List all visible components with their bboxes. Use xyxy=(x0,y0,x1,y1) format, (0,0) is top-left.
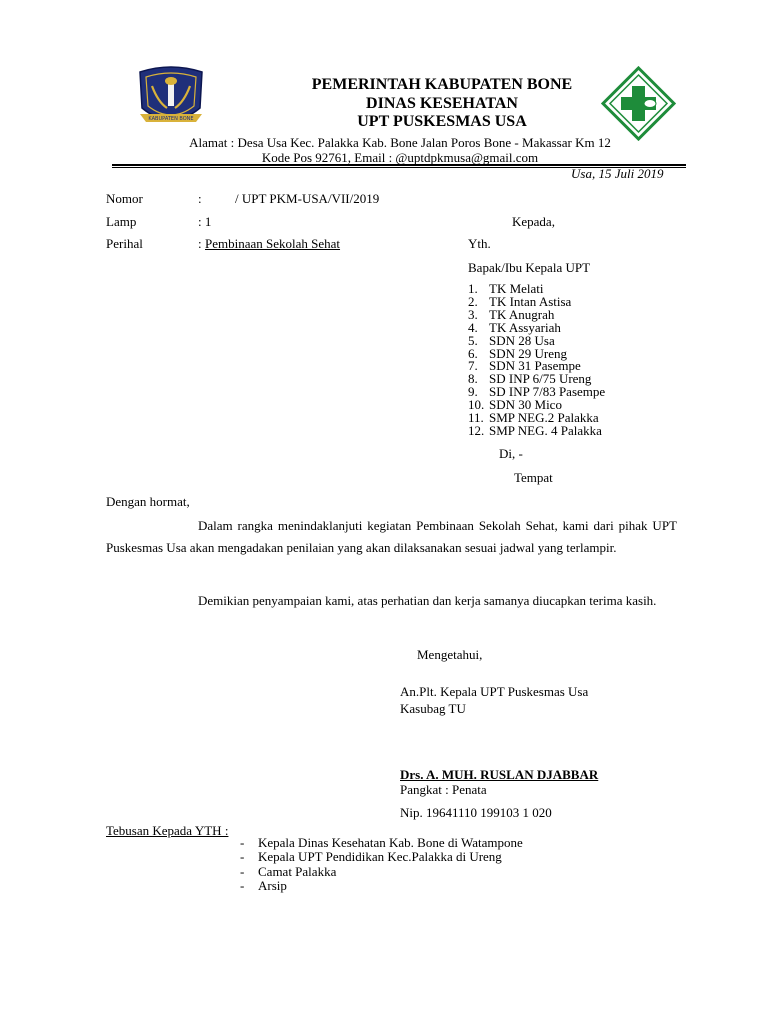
nomor-label: Nomor xyxy=(106,191,143,206)
list-item: 7. SDN 31 Pasempe xyxy=(468,358,581,374)
kop-line-1: PEMERINTAH KABUPATEN BONE xyxy=(311,76,573,93)
bone-regency-logo xyxy=(134,64,208,134)
cc-item: - Kepala UPT Pendidikan Kec.Palakka di Ureng xyxy=(240,849,502,865)
kop-line-3: UPT PUSKESMAS USA xyxy=(357,113,527,130)
signer-nip: Nip. 19641110 199103 1 020 xyxy=(400,805,552,820)
cc-item: - Kepala Dinas Kesehatan Kab. Bone di Watampone xyxy=(240,835,523,850)
mengetahui-label: Mengetahui, xyxy=(417,647,483,662)
address-line-1: Alamat : Desa Usa Kec. Palakka Kab. Bone Jalan Poros Bone - Makassar Km 12 xyxy=(189,135,611,150)
tempat-label: Tempat xyxy=(514,470,553,485)
perihal-colon: : xyxy=(198,236,202,251)
list-item: 9. SD INP 7/83 Pasempe xyxy=(468,384,606,400)
list-item: 6. SDN 29 Ureng xyxy=(468,345,567,361)
list-item: 4. TK Assyariah xyxy=(468,319,561,335)
cc-item: - Camat Palakka xyxy=(240,863,337,879)
address-line-2: Kode Pos 92761, Email : @uptdpkmusa@gmail.com xyxy=(261,150,539,165)
list-item: 12. SMP NEG. 4 Palakka xyxy=(468,422,602,438)
signer-position-1: An.Plt. Kepala UPT Puskesmas Usa xyxy=(400,684,589,699)
perihal-value: Pembinaan Sekolah Sehat xyxy=(205,236,341,251)
kop-line-2: DINAS KESEHATAN xyxy=(366,95,518,112)
paragraph-2: Demikian penyampaian kami, atas perhatian dan kerja samanya diucapkan terima kasih. xyxy=(198,593,657,608)
salutation: Dengan hormat, xyxy=(106,494,190,509)
lamp-label: Lamp xyxy=(106,214,137,229)
nomor-colon: : xyxy=(198,191,202,206)
recipient-title: Bapak/Ibu Kepala UPT xyxy=(468,260,591,275)
list-item: 11. SMP NEG.2 Palakka xyxy=(468,410,599,426)
signer-name: Drs. A. MUH. RUSLAN DJABBAR xyxy=(400,767,599,782)
list-item: 10. SDN 30 Mico xyxy=(468,397,562,413)
lamp-value: : 1 xyxy=(198,214,212,229)
perihal-label: Perihal xyxy=(106,236,143,251)
nomor-value: / UPT PKM-USA/VII/2019 xyxy=(235,191,380,206)
cc-list xyxy=(240,836,523,894)
kepada-label: Kepada, xyxy=(512,214,555,229)
cc-item: - Arsip xyxy=(240,878,287,894)
list-item: 2. TK Intan Astisa xyxy=(468,293,572,309)
yth-label: Yth. xyxy=(468,236,491,251)
logo-banner-text: KABUPATEN BONE xyxy=(148,116,194,122)
di-label: Di, - xyxy=(499,446,523,461)
list-item: 8. SD INP 6/75 Ureng xyxy=(468,371,592,387)
recipient-list xyxy=(468,283,605,438)
signer-rank: Pangkat : Penata xyxy=(400,782,487,797)
cc-title: Tebusan Kepada YTH : xyxy=(106,823,229,838)
letter-date: Usa, 15 Juli 2019 xyxy=(571,166,664,181)
paragraph-1: Dalam rangka menindaklanjuti kegiatan Pembinaan Sekolah Sehat, kami dari pihak UPT Puskesmas Usa akan mengadakan penilaian yang akan dilaksanakan sesuai jadwal yang terlampir. xyxy=(106,518,677,555)
puskesmas-logo xyxy=(601,66,676,141)
list-item: 5. SDN 28 Usa xyxy=(468,332,555,348)
list-item: 1. TK Melati xyxy=(468,281,544,296)
signer-position-2: Kasubag TU xyxy=(400,701,466,716)
list-item: 3. TK Anugrah xyxy=(468,306,555,322)
